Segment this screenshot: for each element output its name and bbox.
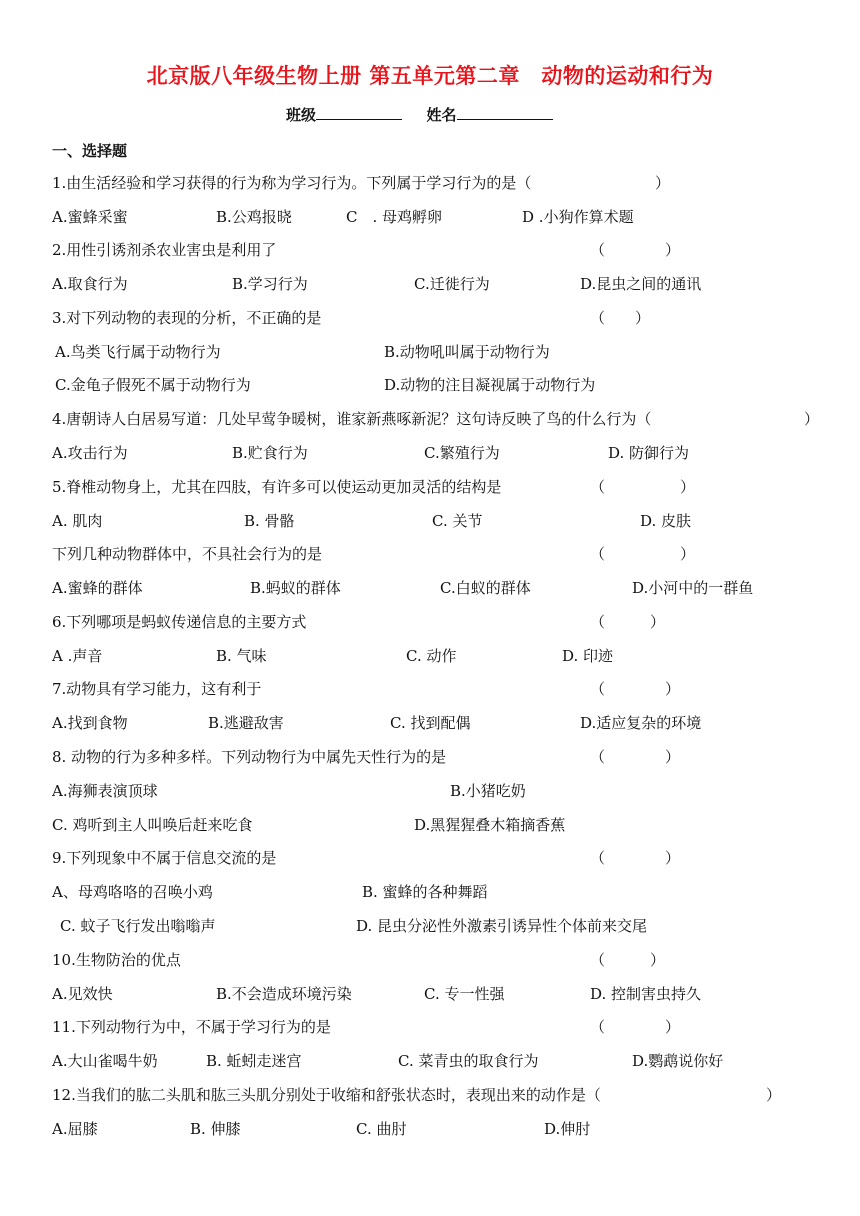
option: C. 动作: [406, 647, 457, 665]
option: D.适应复杂的环境: [580, 714, 702, 732]
option: D.伸肘: [544, 1120, 591, 1138]
option: B.学习行为: [232, 275, 308, 293]
answer-paren[interactable]: （ ）: [590, 545, 696, 563]
name-label: 姓名: [426, 106, 457, 124]
option: A .声音: [52, 647, 103, 665]
option: B. 气味: [216, 647, 267, 665]
option: D.鹦鹉说你好: [632, 1052, 724, 1070]
option: B.不会造成环境污染: [216, 985, 352, 1003]
option: B. 蚯蚓走迷宫: [206, 1052, 302, 1070]
option: C. 鸡听到主人叫唤后赶来吃食: [52, 816, 253, 834]
option: B.蚂蚁的群体: [250, 579, 341, 597]
option: D. 防御行为: [608, 444, 690, 462]
class-blank[interactable]: [316, 105, 402, 120]
option: C. 专一性强: [424, 985, 505, 1003]
name-blank[interactable]: [457, 105, 553, 120]
option: C. 关节: [432, 512, 483, 530]
answer-paren[interactable]: （ ）: [590, 613, 666, 631]
question-stem: 8. 动物的行为多种多样。下列动物行为中属先天性行为的是: [52, 748, 447, 766]
option: B.动物吼叫属于动物行为: [384, 343, 550, 361]
option: A.取食行为: [52, 275, 128, 293]
option: A.蜜蜂的群体: [52, 579, 143, 597]
option: C . 母鸡孵卵: [346, 208, 443, 226]
option: A. 肌肉: [52, 512, 103, 530]
answer-paren[interactable]: （ ）: [590, 951, 666, 969]
option: D .小狗作算术题: [522, 208, 634, 226]
option: A.找到食物: [52, 714, 128, 732]
option: C.金龟子假死不属于动物行为: [55, 376, 251, 394]
option: D. 印迹: [562, 647, 614, 665]
option: A.蜜蜂采蜜: [52, 208, 128, 226]
option: B.逃避敌害: [208, 714, 284, 732]
option: D. 皮肤: [640, 512, 692, 530]
option: D.黑猩猩叠木箱摘香蕉: [414, 816, 566, 834]
question-stem: 9.下列现象中不属于信息交流的是: [52, 849, 277, 867]
answer-paren[interactable]: （ ）: [590, 680, 681, 698]
option: C.繁殖行为: [424, 444, 500, 462]
question-stem: 11.下列动物行为中，不属于学习行为的是: [52, 1018, 331, 1036]
answer-paren[interactable]: （ ）: [590, 849, 681, 867]
question-stem: 1.由生活经验和学习获得的行为称为学习行为。下列属于学习行为的是（: [52, 174, 532, 192]
question-stem: 2.用性引诱剂杀农业害虫是利用了: [52, 241, 277, 259]
option: C. 蚊子飞行发出嗡嗡声: [60, 917, 216, 935]
option: B. 蜜蜂的各种舞蹈: [362, 883, 488, 901]
option: A.大山雀喝牛奶: [52, 1052, 158, 1070]
class-label: 班级: [286, 106, 317, 124]
question-stem: 10.生物防治的优点: [52, 951, 181, 969]
option: D.小河中的一群鱼: [632, 579, 754, 597]
answer-paren[interactable]: ）: [655, 174, 671, 192]
option: A.鸟类飞行属于动物行为: [55, 343, 221, 361]
option: C. 找到配偶: [390, 714, 471, 732]
question-stem: 7.动物具有学习能力，这有利于: [52, 680, 262, 698]
student-info-line: [286, 104, 553, 125]
option: A.海狮表演顶球: [52, 782, 158, 800]
option: B.公鸡报晓: [216, 208, 292, 226]
option: B. 伸膝: [190, 1120, 241, 1138]
question-stem: 4.唐朝诗人白居易写道：几处早莺争暖树，谁家新燕啄新泥？这句诗反映了鸟的什么行为（: [52, 410, 652, 428]
answer-paren[interactable]: （ ）: [590, 1018, 681, 1036]
question-stem: 12.当我们的肱二头肌和肱三头肌分别处于收缩和舒张状态时，表现出来的动作是（: [52, 1086, 601, 1104]
answer-paren[interactable]: ）: [766, 1086, 782, 1104]
option: D.动物的注目凝视属于动物行为: [384, 376, 596, 394]
option: C.白蚁的群体: [440, 579, 531, 597]
answer-paren[interactable]: ）: [804, 410, 820, 428]
option: D.昆虫之间的通讯: [580, 275, 702, 293]
answer-paren[interactable]: （ ）: [590, 748, 681, 766]
answer-paren[interactable]: （ ）: [590, 241, 681, 259]
option: C. 曲肘: [356, 1120, 407, 1138]
option: B. 骨骼: [244, 512, 295, 530]
option: D. 昆虫分泌性外激素引诱异性个体前来交尾: [356, 917, 648, 935]
option: A、母鸡咯咯的召唤小鸡: [52, 883, 213, 901]
question-stem: 6.下列哪项是蚂蚁传递信息的主要方式: [52, 613, 307, 631]
option: A.攻击行为: [52, 444, 128, 462]
option: B.小猪吃奶: [450, 782, 526, 800]
option: C.迁徙行为: [414, 275, 490, 293]
section-heading: 一、选择题: [52, 142, 128, 160]
option: B.贮食行为: [232, 444, 308, 462]
question-stem: 5.脊椎动物身上，尤其在四肢，有许多可以使运动更加灵活的结构是: [52, 478, 502, 496]
option: D. 控制害虫持久: [590, 985, 702, 1003]
option: A.屈膝: [52, 1120, 98, 1138]
answer-paren[interactable]: （ ）: [590, 478, 696, 496]
option: A.见效快: [52, 985, 113, 1003]
question-stem: 3.对下列动物的表现的分析，不正确的是: [52, 309, 322, 327]
question-stem: 下列几种动物群体中，不具社会行为的是: [52, 545, 323, 563]
answer-paren[interactable]: （ ）: [590, 309, 651, 327]
document-title: 北京版八年级生物上册 第五单元第二章 动物的运动和行为: [146, 64, 714, 88]
option: C. 菜青虫的取食行为: [398, 1052, 539, 1070]
